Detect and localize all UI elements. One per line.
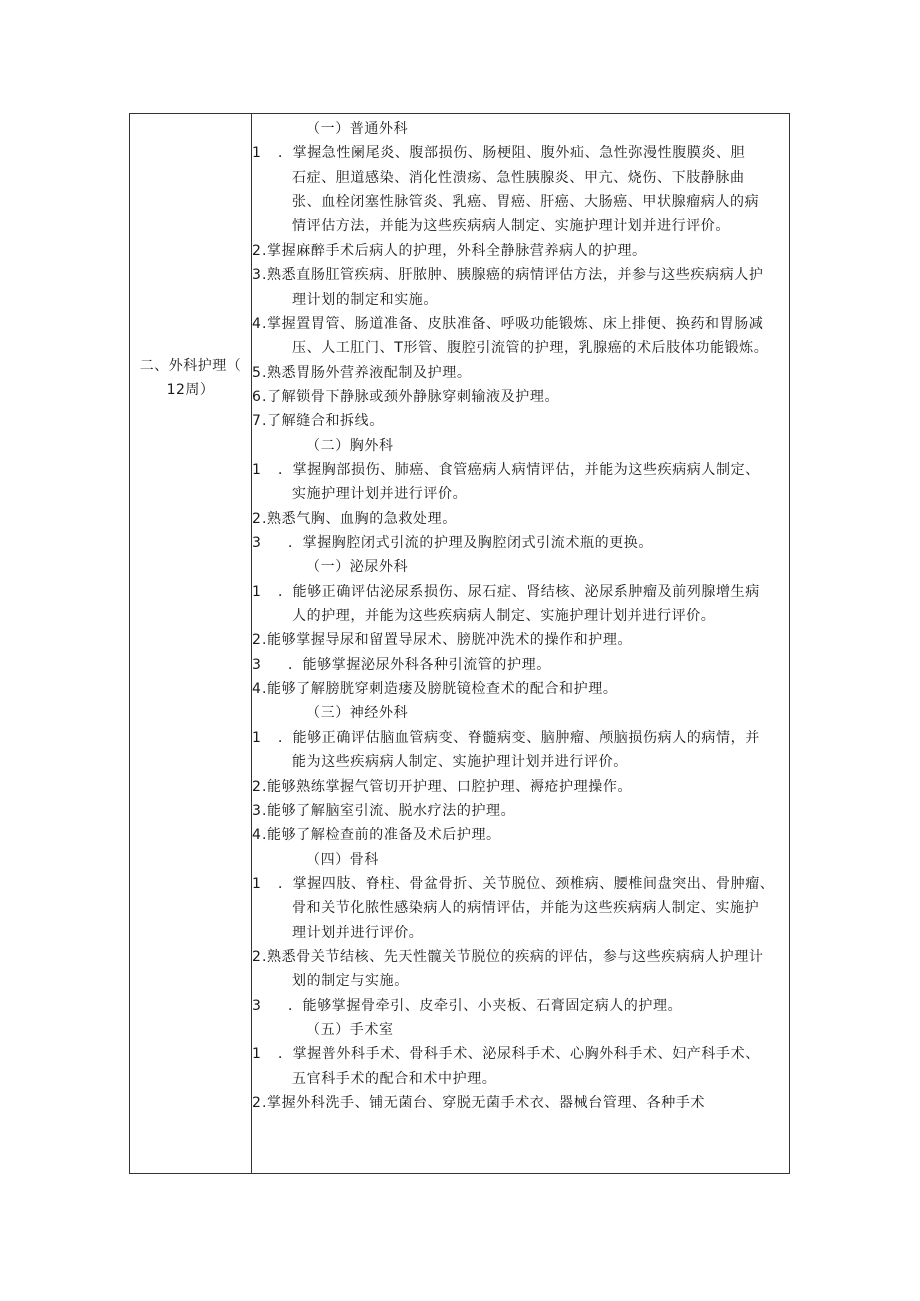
heading-text: （五）手术室: [306, 1022, 394, 1038]
item-number: 3: [252, 997, 262, 1014]
item-number: 2: [252, 778, 262, 795]
section-label-line1: 二、外科护理（: [139, 358, 242, 374]
item-number: 1: [252, 1046, 262, 1063]
continuation-text: 划的制定与实施。: [292, 973, 409, 990]
heading-text: （一）普通外科: [306, 121, 409, 137]
item-number: 6: [252, 388, 262, 405]
continuation-text: 理计划并进行评价。: [292, 924, 424, 941]
list-item: [252, 823, 790, 847]
item-text: .掌握外科洗手、铺无菌台、穿脱无菌手术衣、器械台管理、各种手术: [262, 1095, 706, 1111]
item-text: .掌握置胃管、肠道准备、皮肤准备、呼吸功能锻炼、床上排便、换药和胃肠减: [262, 315, 764, 332]
list-item: [252, 507, 790, 531]
item-number: 4: [252, 681, 262, 698]
list-item: [252, 1091, 790, 1115]
item-text: .能够了解检查前的准备及术后护理。: [262, 827, 501, 844]
item-text: .了解缝合和拆线。: [262, 413, 384, 430]
item-number: 1: [252, 145, 262, 162]
item-continuation: [252, 969, 790, 993]
item-text: ．掌握急性阑尾炎、腹部损伤、肠梗阻、腹外疝、急性弥漫性腹膜炎、胆: [278, 145, 746, 162]
item-text: ．掌握四肢、脊柱、骨盆骨折、关节脱位、颈椎病、腰椎间盘突出、骨肿瘤、: [278, 875, 775, 892]
list-item: [252, 775, 790, 799]
list-item: [252, 409, 790, 433]
subsection-heading: [252, 434, 790, 458]
item-text: .熟悉气胸、血胸的急救处理。: [262, 510, 457, 527]
continuation-text: 情评估方法，并能为这些疾病病人制定、实施护理计划并进行评价。: [292, 218, 730, 235]
subsection-heading: [252, 848, 790, 872]
list-item: [252, 799, 790, 823]
section-label-line2: 12周）: [166, 382, 215, 398]
item-number: 2: [252, 510, 262, 527]
item-number: 4: [252, 315, 262, 332]
item-text: ．能够正确评估脑血管病变、脊髓病变、脑肿瘤、颅脑损伤病人的病情，并: [278, 729, 760, 746]
item-text: .熟悉骨关节结核、先天性髋关节脱位的疾病的评估，参与这些疾病病人护理计: [262, 948, 764, 965]
list-item: [252, 385, 790, 409]
item-number: 1: [252, 875, 262, 892]
list-item: [252, 580, 790, 604]
item-text: .熟悉胃肠外营养液配制及护理。: [262, 364, 472, 381]
item-text: ．能够掌握骨牵引、皮牵引、小夹板、石膏固定病人的护理。: [288, 997, 683, 1014]
subsection-heading: [252, 701, 790, 725]
heading-text: （一）泌尿外科: [306, 559, 409, 576]
subsection-heading: [252, 555, 790, 579]
item-continuation: [252, 288, 790, 312]
continuation-text: 石症、胆道感染、消化性溃疡、急性胰腺炎、甲亢、烧伤、下肢静脉曲: [292, 169, 745, 186]
curriculum-table: [129, 113, 790, 1174]
item-continuation: [252, 190, 790, 214]
item-number: 3: [252, 656, 262, 673]
continuation-text: 实施护理计划并进行评价。: [292, 486, 468, 503]
heading-text: （三）神经外科: [306, 705, 409, 722]
item-text: .能够了解膀胱穿刺造瘘及膀胱镜检查术的配合和护理。: [262, 681, 618, 698]
item-number: 2: [252, 242, 262, 259]
item-text: ．掌握胸部损伤、肺癌、食管癌病人病情评估，并能为这些疾病病人制定、: [278, 461, 760, 478]
list-item: [252, 945, 790, 969]
subsection-heading: [252, 1018, 790, 1042]
item-number: 3: [252, 802, 262, 819]
list-item: [252, 872, 790, 896]
item-continuation: [252, 336, 790, 360]
item-text: .能够了解脑室引流、脱水疗法的护理。: [262, 802, 516, 819]
item-number: 3: [252, 535, 262, 551]
continuation-text: 五官科手术的配合和术中护理。: [292, 1070, 497, 1087]
item-continuation: [252, 166, 790, 190]
item-continuation: [252, 896, 790, 920]
list-item: [252, 994, 790, 1018]
list-item: [252, 531, 790, 555]
item-text: ．掌握胸腔闭式引流的护理及胸腔闭式引流术瓶的更换。: [288, 535, 653, 551]
list-item: [252, 141, 790, 165]
item-continuation: [252, 750, 790, 774]
subsection-heading: [252, 117, 790, 141]
item-continuation: [252, 604, 790, 628]
item-number: 7: [252, 413, 262, 430]
continuation-text: 张、血栓闭塞性脉管炎、乳癌、胃癌、肝癌、大肠癌、甲状腺瘤病人的病: [292, 194, 760, 211]
continuation-text: 人的护理，并能为这些疾病病人制定、实施护理计划并进行评价。: [292, 608, 716, 624]
list-item: [252, 726, 790, 750]
item-text: ．能够正确评估泌尿系损伤、尿石症、肾结核、泌尿系肿瘤及前列腺增生病: [278, 583, 760, 600]
list-item: [252, 263, 790, 287]
item-number: 1: [252, 583, 262, 600]
item-continuation: [252, 482, 790, 506]
item-text: .掌握麻醉手术后病人的护理，外科全静脉营养病人的护理。: [262, 242, 647, 259]
item-text: ．掌握普外科手术、骨科手术、泌尿科手术、心胸外科手术、妇产科手术、: [278, 1046, 760, 1063]
item-continuation: [252, 921, 790, 945]
item-number: 2: [252, 1095, 262, 1111]
heading-text: （四）骨科: [306, 851, 379, 868]
item-number: 4: [252, 827, 262, 844]
item-number: 5: [252, 364, 262, 381]
list-item: [252, 239, 790, 263]
list-item: [252, 677, 790, 701]
item-number: 3: [252, 267, 262, 284]
item-text: ．能够掌握泌尿外科各种引流管的护理。: [288, 656, 551, 673]
heading-text: （二）胸外科: [306, 437, 394, 454]
list-item: [252, 458, 790, 482]
content-cell: [252, 114, 790, 1173]
item-text: .熟悉直肠肛管疾病、肝脓肿、胰腺癌的病情评估方法，并参与这些疾病病人护: [262, 267, 764, 284]
list-item: [252, 1042, 790, 1066]
list-item: [252, 628, 790, 652]
section-label-cell: [130, 114, 251, 1173]
continuation-text: 理计划的制定和实施。: [292, 291, 438, 308]
item-text: .能够熟练掌握气管切开护理、口腔护理、褥疮护理操作。: [262, 778, 633, 795]
list-item: [252, 361, 790, 385]
item-number: 1: [252, 461, 262, 478]
continuation-text: 骨和关节化脓性感染病人的病情评估，并能为这些疾病病人制定、实施护: [292, 900, 760, 917]
section-label: [130, 354, 251, 402]
item-text: .了解锁骨下静脉或颈外静脉穿刺输液及护理。: [262, 388, 560, 405]
list-item: [252, 653, 790, 677]
item-continuation: [252, 214, 790, 238]
continuation-text: 压、人工肛门、T形管、腹腔引流管的护理，乳腺癌的术后肢体功能锻炼。: [292, 340, 769, 357]
item-number: 2: [252, 948, 262, 965]
item-number: 2: [252, 632, 262, 649]
continuation-text: 能为这些疾病病人制定、实施护理计划并进行评价。: [292, 754, 628, 771]
list-item: [252, 312, 790, 336]
item-continuation: [252, 1067, 790, 1091]
item-text: .能够掌握导尿和留置导尿术、膀胱冲洗术的操作和护理。: [262, 632, 633, 649]
item-number: 1: [252, 729, 262, 746]
